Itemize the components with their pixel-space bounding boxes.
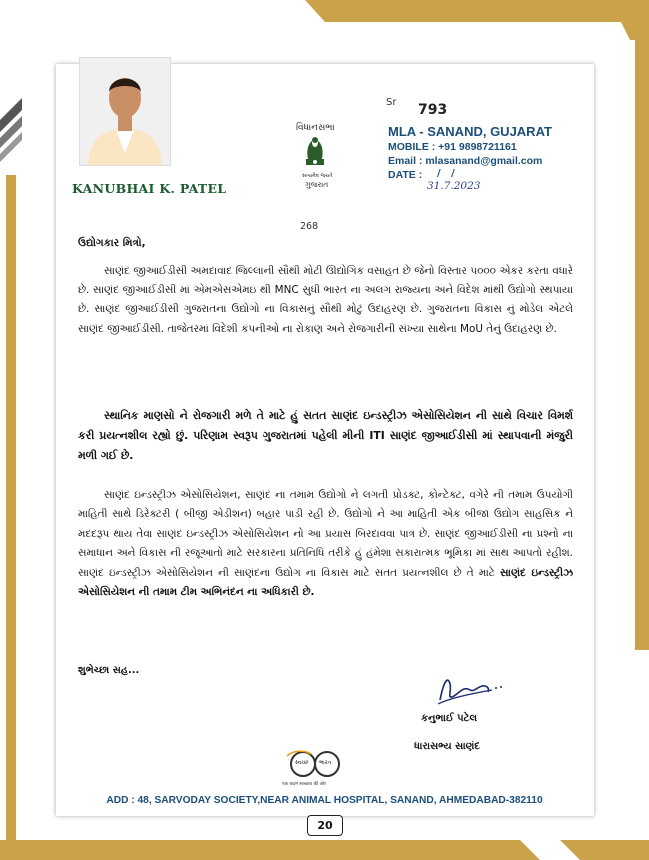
emblem-top-text: વિધાનસભા xyxy=(296,123,335,133)
logo-left-text: સ્વચ્છ xyxy=(295,760,309,766)
emblem-bottom-text: ગુજરાત xyxy=(305,180,329,189)
emblem-motto: સત્યમેવ જયતે xyxy=(302,173,333,179)
serial-number: 793 xyxy=(418,102,448,118)
signature-image xyxy=(430,670,510,710)
logo-right-text: ભારત xyxy=(319,760,332,766)
closing-text: શુભેચ્છા સહ... xyxy=(78,665,140,676)
paragraph-3-bold-text: સાણંદ ઇન્ડસ્ટ્રીઝ એસોસિયેશન ની તમામ ટીમ અભિનંદન ના અધિકારી છે. xyxy=(78,566,573,599)
paragraph-1-text: સાણંદ જીઆઈડીસી અમદાવાદ જિલ્લાની સૌથી મોટી ઊદ્યોગિક વસાહત છે જેનો વિસ્તાર ૫૦૦૦ એકર કરતા વધારે છે. સાણંદ જીઆઈડીસી માં એમએસએમઇ થી MNC સુધી ભારત ના અલગ રાજ્યના અને વિદેશ માંથી ઉદ્યોગો સ્થપાયા છે. સાણંદ જીઆઈડીસી ગુજરાતના ઉદ્યોગો ના વિકાસનું સૌથી મોટું ઉદાહરણ છે. ગુજરાતના વિકાસ નું મોડેલ એટલે સાણંદ જીઆઈડીસી. તાજેતરમાં વિદેશી કંપનીઓ ના રોકાણ અને રોજગારીની સંખ્યા સાથેના MoU તેનું ઉદાહરણ છે. xyxy=(78,265,573,335)
mla-title: MLA - SANAND, GUJARAT xyxy=(388,124,552,139)
mla-name: KANUBHAI K. PATEL xyxy=(72,181,227,196)
date-slashes: / / xyxy=(437,168,455,179)
email-address: Email : mlasanand@gmail.com xyxy=(388,155,543,167)
signatory-name: કનુભાઈ પટેલ xyxy=(421,713,478,724)
document-number: 268 xyxy=(300,221,319,232)
paragraph-2-text: સ્થાનિક માણસો ને રોજગારી મળે તે માટે હું સતત સાણંદ ઇન્ડસ્ટ્રીઝ એસોસિયેશન ની સાથે વિચાર વિમર્શ કરી પ્રયત્નશીલ રહ્યો છું. પરિણામ સ્વરૂપ ગુજરાતમાં પહેલી મીની ITI સાણંદ જીઆઈડીસી માં સ્થાપવાની મંજુરી મળી ગઈ છે. xyxy=(78,409,573,462)
paragraph-1 xyxy=(78,262,573,339)
serial-label: Sr xyxy=(386,97,397,108)
page-number: 20 xyxy=(307,815,343,836)
portrait-photo xyxy=(79,57,171,166)
paragraph-3-text: સાણંદ ઇન્ડસ્ટ્રીઝ એસોસિયેશન, સાણંદ ના તમામ ઉદ્યોગો ને લગતી પ્રોડક્ટ, કોન્ટેક્ટ, વગેરે ની તમામ ઉપયોગી માહિતી સાથે ડિરેક્ટરી ( બીજી એડીશન) બહાર પાડી રહી છે. ઉદ્યોગો ને આ માહિતી એક બીજા ઉદ્યોગ સાહસિક ને મદદરૂપ થાય તેવા સાણંદ ઇન્ડસ્ટ્રીઝ એસોસિયેશન નો આ પ્રયાસ બિરદાવવા પાત્ર છે. સાણંદ જીઆઈડીસી ના પ્રશ્નો ના સમાધાન અને વિકાસ ની રજૂઆતો માટે સરકારના પ્રતિનિધિ તરીકે હું હંમેશા સકારાત્મક ભૂમિકા માં સાથ આપતો રહીશ. સાણંદ ઇન્ડસ્ટ્રીઝ એસોસિયેશન ની સાણંદના ઉદ્યોગ ના વિકાસ માટે સતત પ્રયત્નશીલ છે તે માટે xyxy=(78,489,573,579)
footer-address: ADD : 48, SARVODAY SOCIETY,NEAR ANIMAL HOSPITAL, SANAND, AHMEDABAD-382110 xyxy=(106,795,543,806)
swachh-bharat-logo-icon xyxy=(283,748,347,784)
ashoka-emblem-icon xyxy=(300,135,330,171)
date-value: 31.7.2023 xyxy=(427,180,481,192)
paragraph-2 xyxy=(78,406,573,466)
salutation: ઉદ્યોગકાર મિત્રો, xyxy=(78,237,146,249)
paragraph-3 xyxy=(78,486,573,602)
mobile-number: MOBILE : +91 9898721161 xyxy=(388,141,517,153)
date-label: DATE : xyxy=(388,169,423,181)
logo-caption: एक कदम स्वच्छता की ओर xyxy=(282,782,327,787)
signatory-title: ધારાસભ્ય સાણંદ xyxy=(414,741,480,752)
